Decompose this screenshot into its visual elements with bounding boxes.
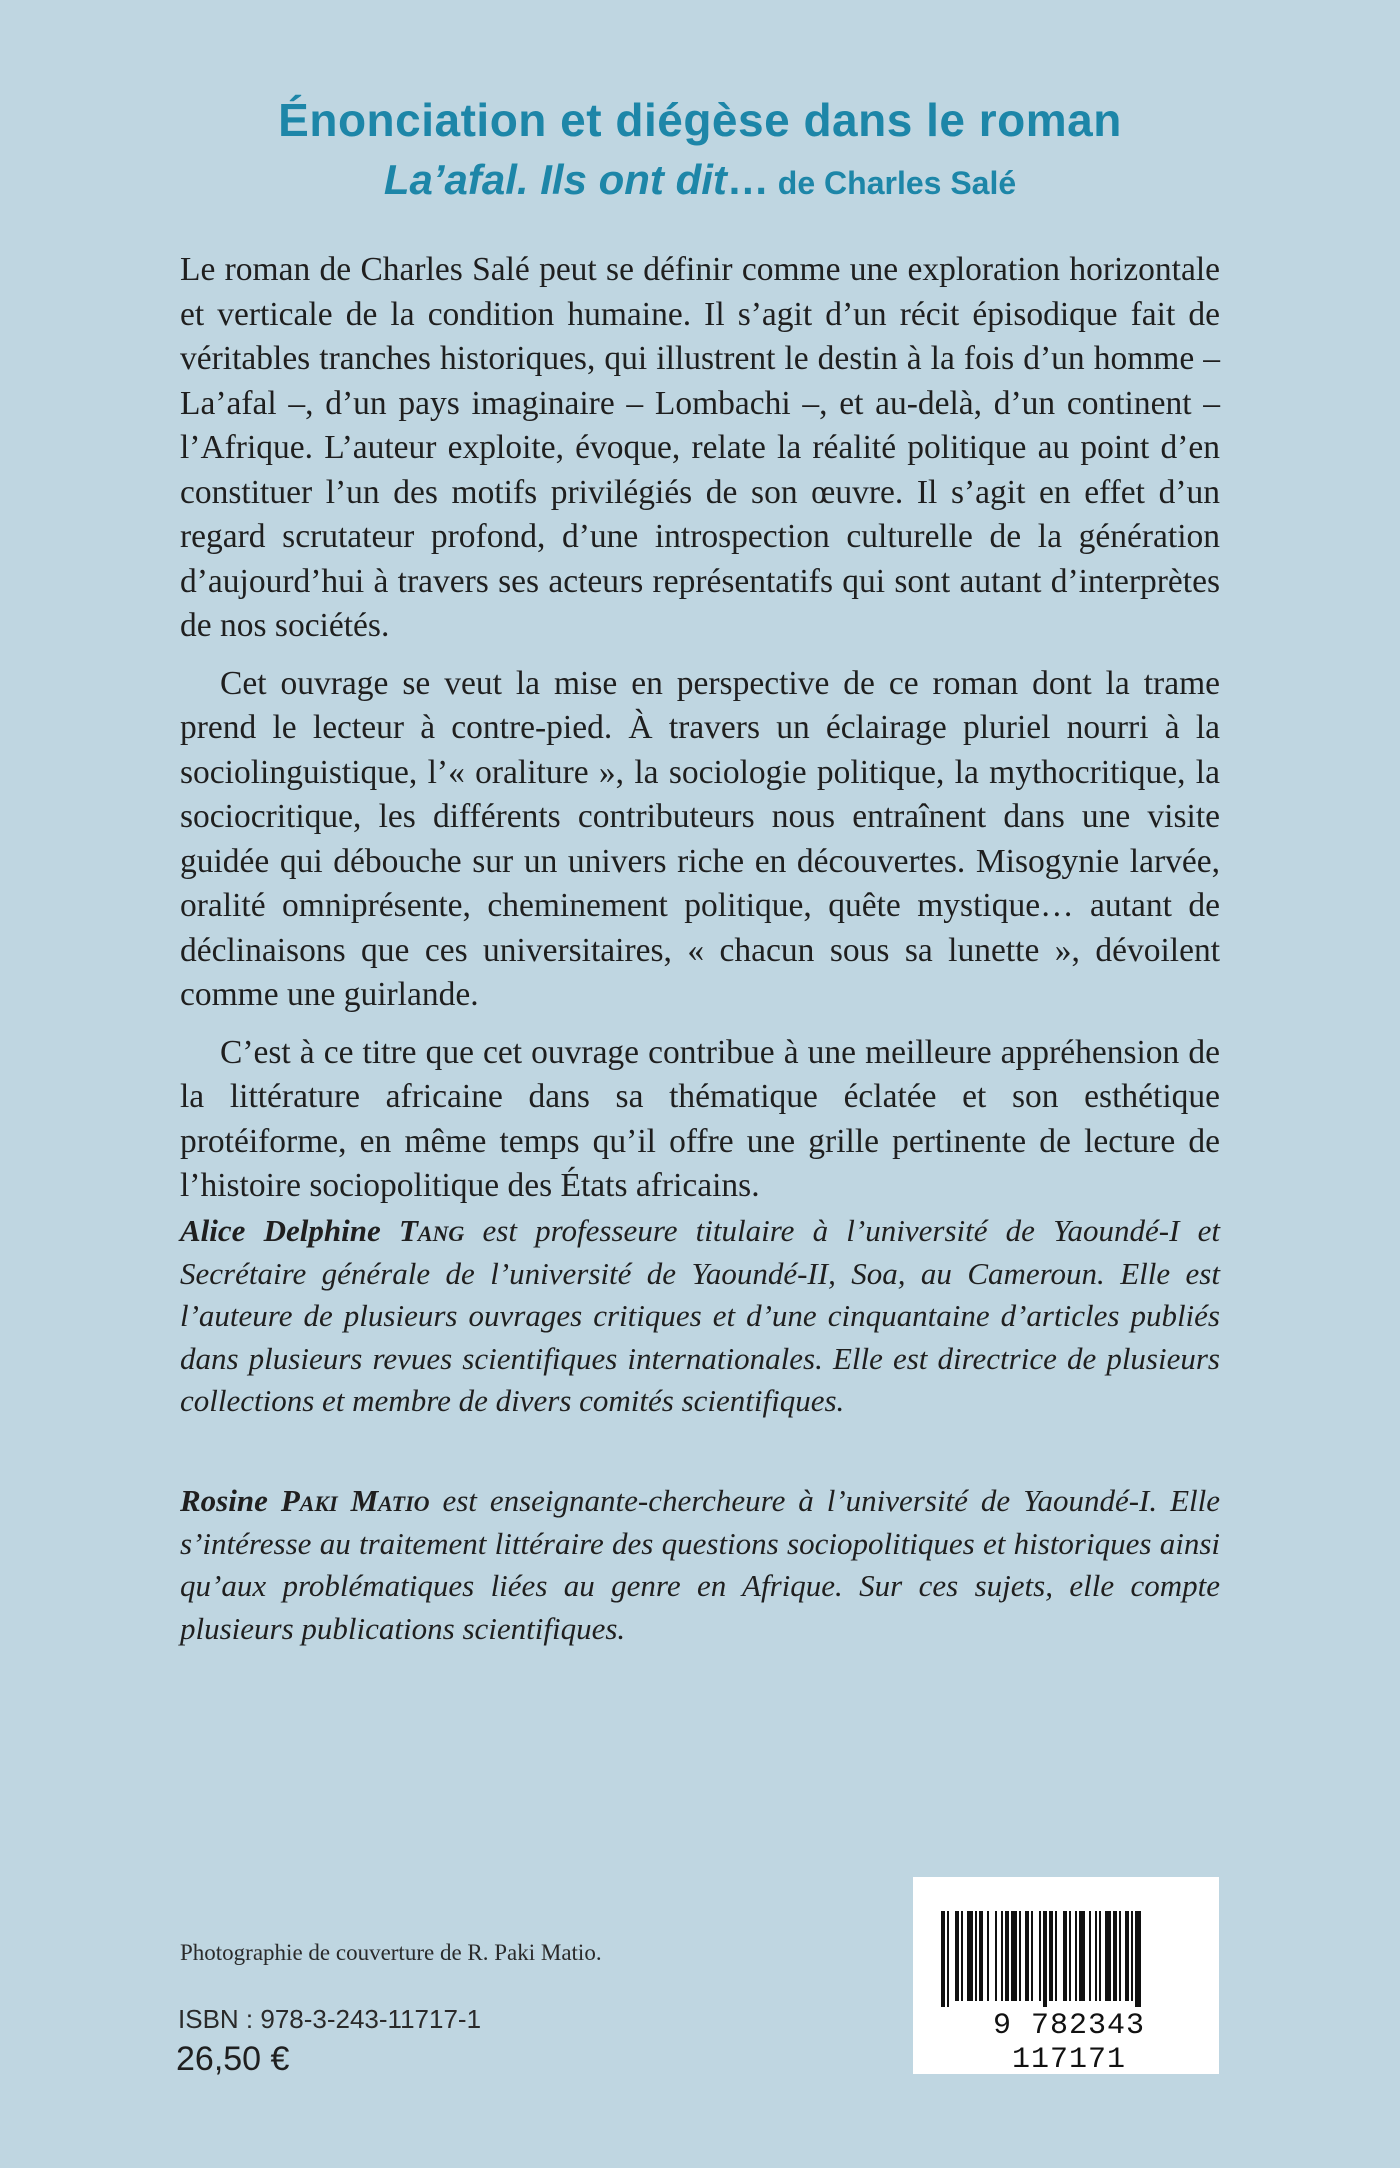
- title-line-1: Énonciation et diégèse dans le roman: [278, 94, 1122, 146]
- author-name: Alice Delphine Tang: [180, 1213, 465, 1248]
- title-author: de Charles Salé: [768, 165, 1017, 201]
- author-bio-text: est professeure titulaire à l’université de Yaoundé-I et Secrétaire générale de l’université de Yaoundé-II, Soa, au Cameroun. Elle est l’auteure de plusieurs ouvrages critiques et d’une cinquantaine d’articles publiés dans plusieurs revues scientifiques internationales. Elle est directrice de plusieurs collections et membre de divers comités scientifiques.: [180, 1213, 1220, 1418]
- book-title: [0, 92, 1400, 211]
- title-novel-name: La’afal. Ils ont dit: [383, 156, 727, 203]
- price: 26,50 €: [176, 2040, 290, 2078]
- barcode-bars: [939, 1911, 1201, 2007]
- barcode-digits: 9 782343 117171: [992, 2009, 1146, 2077]
- title-ellipsis: …: [726, 156, 769, 203]
- summary-paragraph-2: Cet ouvrage se veut la mise en perspective de ce roman dont la trame prend le lecteur à contre-pied. À travers un éclairage pluriel nourri à la sociolinguistique, l’« oraliture », la sociologie politique, la mythocritique, la sociocritique, les différents contributeurs nous entraînent dans une visite guidée qui débouche sur un univers riche en découvertes. Misogynie larvée, oralité omniprésente, cheminement politique, quête mystique… autant de déclinaisons que ces universitaires, « chacun sous sa lunette », dévoilent comme une guirlande.: [180, 664, 1220, 1013]
- barcode: [913, 1877, 1219, 2077]
- summary-paragraph-1: Le roman de Charles Salé peut se définir comme une exploration horizontale et verticale de la condition humaine. Il s’agit d’un récit épisodique fait de véritables tranches historiques, qui illustrent le destin à la fois d’un homme – La’afal –, d’un pays imaginaire – Lombachi –, et au-delà, d’un continent – l’Afrique. L’auteur exploite, évoque, relate la réalité politique au point d’en constituer l’un des motifs privilégiés de son œuvre. Il s’agit en effet d’un regard scrutateur profond, d’une introspection culturelle de la génération d’aujourd’hui à travers ses acteurs représentatifs qui sont autant d’interprètes de nos sociétés.: [180, 251, 1220, 644]
- author-name: Rosine Paki Matio: [180, 1483, 430, 1518]
- back-cover-summary: [180, 248, 1220, 1222]
- photo-credit: Photographie de couverture de R. Paki Matio.: [180, 1940, 602, 1965]
- author-bio-text: est enseignante-chercheure à l’université de Yaoundé-I. Elle s’intéresse au traitement littéraire des questions sociopolitiques et historiques ainsi qu’aux problématiques liées au genre en Afrique. Sur ces sujets, elle compte plusieurs publications scientifiques.: [180, 1483, 1220, 1646]
- author-bio-tang: [180, 1210, 1220, 1423]
- title-line-2: [0, 152, 1400, 211]
- summary-paragraph-3: C’est à ce titre que cet ouvrage contribue à une meilleure appréhension de la littérature africaine dans sa thématique éclatée et son esthétique protéiforme, en même temps qu’il offre une grille pertinente de lecture de l’histoire sociopolitique des États africains.: [180, 1033, 1220, 1204]
- author-bio-paki-matio: [180, 1480, 1220, 1650]
- isbn: ISBN : 978-3-243-11717-1: [178, 2004, 482, 2034]
